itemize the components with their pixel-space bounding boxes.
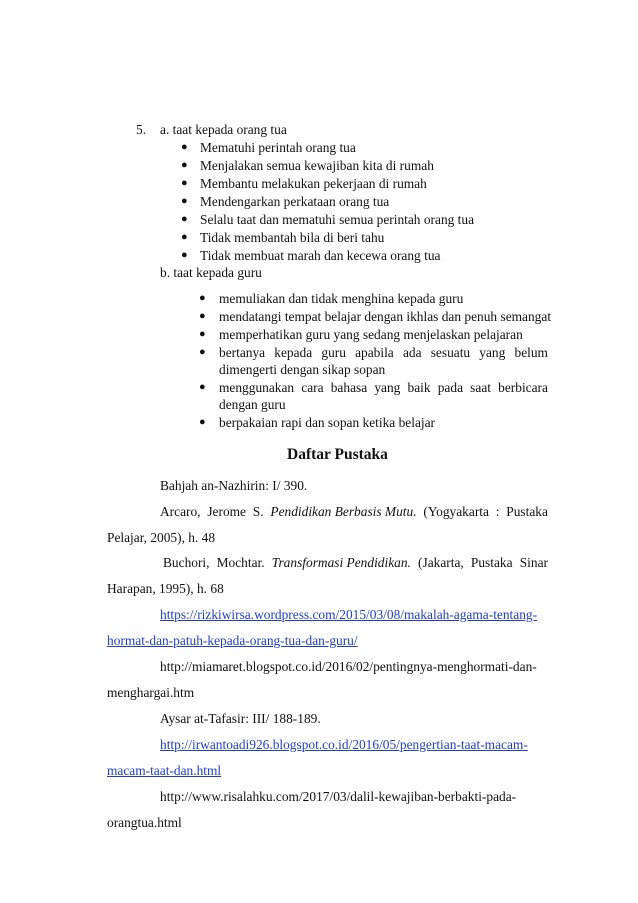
list-item-continuation: dimengerti dengan sikap sopan (219, 362, 386, 377)
bullet-icon: ● (199, 292, 206, 304)
list-item-justified (219, 379, 548, 396)
word: (Yogyakarta (423, 504, 489, 519)
word: apabila (355, 345, 394, 360)
book-title: Pendidikan Berbasis Mutu. (270, 504, 417, 519)
word: Jerome (207, 504, 246, 519)
list-item-continuation: dengan guru (219, 397, 286, 412)
word: yang (479, 345, 506, 360)
word: kepada (274, 345, 313, 360)
bullet-icon: ● (181, 159, 188, 171)
bullet-icon: ● (181, 177, 188, 189)
word: guru (321, 345, 346, 360)
word: yang (374, 380, 401, 395)
bibliography-entry-line (163, 554, 548, 571)
bibliography-link[interactable]: http://irwantoadi926.blogspot.co.id/2016/05/pengertian-taat-macam- (160, 737, 528, 752)
word: berbicara (498, 380, 548, 395)
bullet-icon: ● (199, 416, 206, 428)
bibliography-entry: http://miamaret.blogspot.co.id/2016/02/pentingnya-menghormati-dan- (160, 659, 537, 674)
word: Pustaka (506, 504, 548, 519)
list-item: memperhatikan guru yang sedang menjelaskan pelajaran (219, 327, 523, 342)
subheading-b: b. taat kepada guru (160, 265, 262, 280)
list-item: mendatangi tempat belajar dengan ikhlas dan penuh semangat (219, 309, 552, 324)
bibliography-entry-continuation: menghargai.htm (107, 685, 195, 700)
bibliography-link[interactable]: hormat-dan-patuh-kepada-orang-tua-dan-guru/ (107, 633, 358, 648)
bibliography-entry-continuation: Harapan, 1995), h. 68 (107, 581, 224, 596)
list-item: Mematuhi perintah orang tua (200, 140, 356, 155)
bullet-icon: ● (181, 213, 188, 225)
list-item: Mendengarkan perkataan orang tua (200, 194, 390, 209)
bibliography-link[interactable]: macam-taat-dan.html (107, 763, 222, 778)
bullet-icon: ● (199, 346, 206, 358)
bullet-icon: ● (181, 231, 188, 243)
bullet-icon: ● (181, 249, 188, 261)
word: menggunakan (219, 380, 295, 395)
bibliography-entry: Aysar at-Tafasir: III/ 188-189. (160, 711, 321, 726)
word: saat (470, 380, 491, 395)
word: Pustaka (470, 555, 513, 570)
word: sesuatu (430, 345, 471, 360)
subheading-a: a. taat kepada orang tua (160, 122, 287, 137)
word: Mochtar. (216, 555, 265, 570)
bullet-icon: ● (181, 141, 188, 153)
bibliography-entry-continuation: Pelajar, 2005), h. 48 (107, 530, 216, 545)
list-item: Tidak membuat marah dan kecewa orang tua (200, 248, 441, 263)
bullet-icon: ● (199, 328, 206, 340)
word: baik (407, 380, 431, 395)
book-title: Transformasi Pendidikan. (271, 555, 411, 570)
word: bertanya (219, 345, 266, 360)
bibliography-entry: Bahjah an-Nazhirin: I/ 390. (160, 478, 308, 493)
word: S. (252, 504, 264, 519)
bibliography-entry-line (160, 503, 548, 520)
word: Buchori, (163, 555, 210, 570)
list-item: berpakaian rapi dan sopan ketika belajar (219, 415, 436, 430)
bibliography-title: Daftar Pustaka (287, 446, 388, 463)
list-item: Membantu melakukan pekerjaan di rumah (200, 176, 427, 191)
list-item-justified (219, 344, 548, 361)
bullet-icon: ● (199, 381, 206, 393)
bullet-icon: ● (199, 310, 206, 322)
list-item: Tidak membantah bila di beri tahu (200, 230, 385, 245)
word: ada (402, 345, 422, 360)
word: : (495, 504, 500, 519)
word: belum (514, 345, 548, 360)
list-number: 5. (136, 122, 147, 137)
word: (Jakarta, (418, 555, 464, 570)
bibliography-link[interactable]: https://rizkiwirsa.wordpress.com/2015/03/08/makalah-agama-tentang- (160, 607, 538, 622)
word: Arcaro, (160, 504, 201, 519)
word: cara (301, 380, 324, 395)
list-item: Menjalakan semua kewajiban kita di rumah (200, 158, 434, 173)
bibliography-entry-continuation: orangtua.html (107, 815, 182, 830)
word: pada (437, 380, 464, 395)
list-item: Selalu taat dan mematuhi semua perintah orang tua (200, 212, 475, 227)
bullet-icon: ● (181, 195, 188, 207)
bibliography-entry: http://www.risalahku.com/2017/03/dalil-kewajiban-berbakti-pada- (160, 789, 517, 804)
list-item: memuliakan dan tidak menghina kepada guru (219, 291, 464, 306)
word: Sinar (519, 555, 548, 570)
word: bahasa (330, 380, 368, 395)
